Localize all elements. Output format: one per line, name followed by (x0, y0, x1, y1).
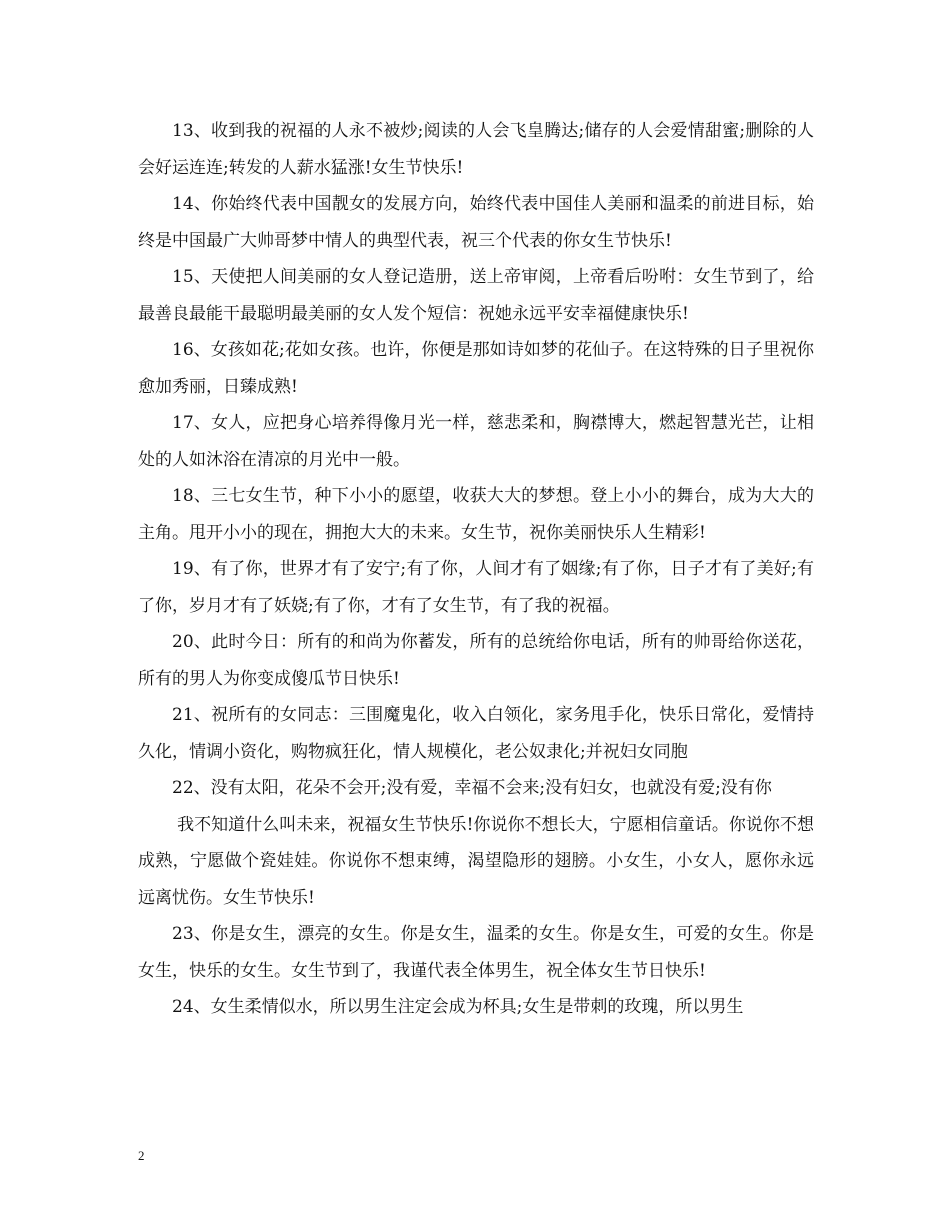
paragraph-20: 20、此时今日：所有的和尚为你蓄发，所有的总统给你电话，所有的帅哥给你送花，所有的男人为你变成傻瓜节日快乐! (138, 632, 814, 689)
page-number: 2 (138, 1148, 145, 1163)
paragraph-17: 17、女人，应把身心培养得像月光一样，慈悲柔和，胸襟博大，燃起智慧光芒，让相处的人如沐浴在清凉的月光中一般。 (138, 413, 814, 470)
paragraph-19: 19、有了你，世界才有了安宁;有了你，人间才有了姻缘;有了你，日子才有了美好;有了你，岁月才有了妖娆;有了你，才有了女生节，有了我的祝福。 (138, 559, 814, 616)
paragraph-22: 22、没有太阳，花朵不会开;没有爱，幸福不会来;没有妇女，也就没有爱;没有你 (172, 778, 772, 798)
paragraph-15: 15、天使把人间美丽的女人登记造册，送上帝审阅，上帝看后吩咐：女生节到了，给最善良最能干最聪明最美丽的女人发个短信：祝她永远平安幸福健康快乐! (138, 267, 814, 324)
paragraph-24: 24、女生柔情似水，所以男生注定会成为杯具;女生是带刺的玫瑰，所以男生 (172, 997, 744, 1017)
page-body (138, 113, 814, 1026)
paragraph-21: 21、祝所有的女同志：三围魔鬼化，收入白领化，家务甩手化，快乐日常化，爱情持久化，情调小资化，购物疯狂化，情人规模化，老公奴隶化;并祝妇女同胞 (138, 705, 814, 762)
paragraph-14: 14、你始终代表中国靓女的发展方向，始终代表中国佳人美丽和温柔的前进目标，始终是中国最广大帅哥梦中情人的典型代表，祝三个代表的你女生节快乐! (138, 194, 814, 251)
paragraph-22-continued: 我不知道什么叫未来，祝福女生节快乐!你说你不想长大，宁愿相信童话。你说你不想成熟，宁愿做个瓷娃娃。你说你不想束缚，渴望隐形的翅膀。小女生，小女人，愿你永远远离忧伤。女生节快乐! (138, 814, 814, 908)
paragraph-16: 16、女孩如花;花如女孩。也许，你便是那如诗如梦的花仙子。在这特殊的日子里祝你愈加秀丽，日臻成熟! (138, 340, 814, 397)
paragraph-13: 13、收到我的祝福的人永不被炒;阅读的人会飞皇腾达;储存的人会爱情甜蜜;删除的人会好运连连;转发的人薪水猛涨!女生节快乐! (138, 121, 814, 178)
paragraph-23: 23、你是女生，漂亮的女生。你是女生，温柔的女生。你是女生，可爱的女生。你是女生，快乐的女生。女生节到了，我谨代表全体男生，祝全体女生节日快乐! (138, 924, 814, 981)
paragraph-18: 18、三七女生节，种下小小的愿望，收获大大的梦想。登上小小的舞台，成为大大的主角。甩开小小的现在，拥抱大大的未来。女生节，祝你美丽快乐人生精彩! (138, 486, 814, 543)
